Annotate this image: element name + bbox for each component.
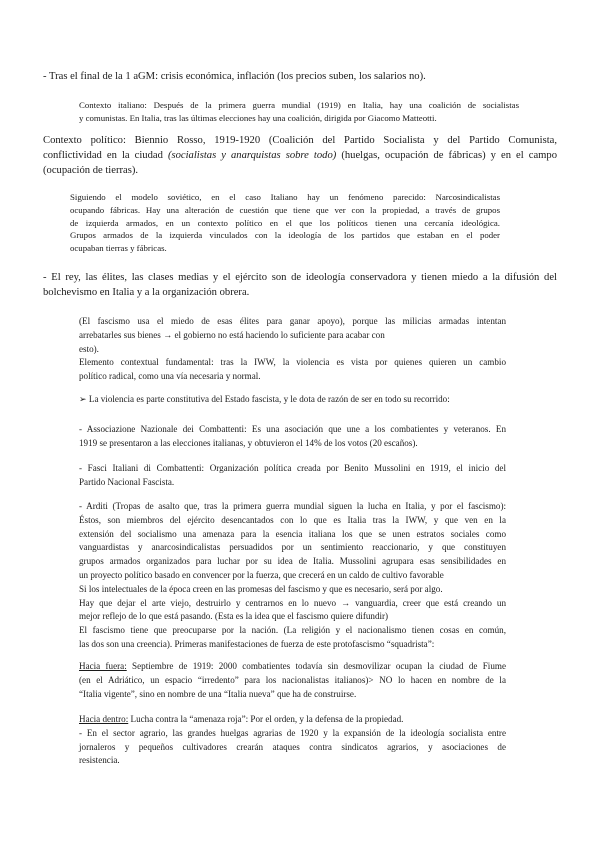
- hacia-dentro-section: Hacia dentro: Lucha contra la “amenaza roja”: Por el orden, y la defensa de la propiedad. - En el sector agrario, las grandes huelgas agrarias de 1920 y la expansión de la ideología socialista entre jornaleros y pequeños cultivadores crearán ataques contra sindicatos agrarios, y asociaciones de resistencia.: [79, 714, 506, 766]
- contexto-politico-paragraph: Contexto político: Biennio Rosso, 1919-1920 (Coalición del Partido Socialista y del Partido Comunista, conflictividad en la ciudad (socialistas y anarquistas sobre todo) (huelgas, ocupación de fábricas) y en el campo (ocupación de tierras).: [43, 135, 557, 176]
- hacia-dentro-heading: Hacia dentro:: [79, 714, 129, 724]
- violencia-bullet: ➢ La violencia es parte constitutiva del Estado fascista, y le dota de razón de ser en todo su recorrido:: [79, 394, 450, 404]
- arditi-section: - Arditi (Tropas de asalto que, tras la primera guerra mundial siguen la lucha en Italia, y por el fascismo): Éstos, son miembros del ejército desencantados con lo que es Italia tras la IWW, y que ven en la extensión del socialismo una amenaza para la esencia italiana los que se unen estratos sociales como vanguardistas y anarcosindicalistas persuadidos por un sentimiento reaccionario, y que constituyen grupos armados organizados para luchar por su idea de Italia. Mussolini agrupara esas sensibilidades en un proyecto político basado en convencer por la fuerza, que crecerá en un caldo de cultivo favorable Si los intelectuales de la época creen en las promesas del fascismo y que es necesario, será por algo. Hay que dejar el arte viejo, destruirlo y centrarnos en lo nuevo → vanguardia, creer que está creando un mejor reflejo de lo que está pasando. (Esta es la idea que el fascismo quiere difundir) El fascismo tiene que preocuparse por la nación. (La religión y el nacionalismo tienen cosas en común, las dos son una creencia). Primeras manifestaciones de fuerza de este protofascismo “squadrista”:: [79, 501, 506, 649]
- note-modelo-sovietico: Siguiendo el modelo soviético, en el caso Italiano hay un fenómeno parecido: Narcosindicalistas ocupando fábricas. Hay una alteración de cuestión que tiene que ver con la propiedad, a través de grupos de izquierda armados, en un contexto político en el que los políticos tienen una cercanía ideológica. Grupos armados de la izquierda vinculados con la ideología de los partidos que estaban en el poder ocupaban tierras y fábricas.: [70, 192, 500, 254]
- hacia-fuera-section: Hacia fuera: Septiembre de 1919: 2000 combatientes todavía sin desmovilizar ocupan la ciudad de Fiume (en el Adriático, un espacio “irredento” para los nacionalistas italianos)> NO lo hacen en nombre de la “Italia vigente”, sino en nombre de una “Italia nueva” que ha de construirse.: [79, 661, 506, 699]
- fasci-italiani: - Fasci Italiani di Combattenti: Organización política creada por Benito Mussolini en 1919, el inicio del Partido Nacional Fascista.: [79, 463, 506, 487]
- hacia-fuera-heading: Hacia fuera:: [79, 661, 127, 671]
- note-contexto-italiano: Contexto italiano: Después de la primera guerra mundial (1919) en Italia, hay una coalición de socialistas y comunistas. En Italia, tras las últimas elecciones hay una coalición, dirigida por Giacomo Matteotti.: [79, 100, 519, 123]
- intro-paragraph: - Tras el final de la 1 aGM: crisis económica, inflación (los precios suben, los salarios no).: [43, 71, 426, 82]
- elites-paragraph: - El rey, las élites, las clases medias y el ejército son de ideología conservadora y tienen miedo a la difusión del bolchevismo en Italia y a la organización obrera.: [43, 272, 557, 298]
- associazione-combattenti: - Associazione Nazionale dei Combattenti: Es una asociación que une a los combatientes y veteranos. En 1919 se presentaron a las elecciones italianas, y obtuvieron el 14% de los votos (20 escaños).: [79, 424, 506, 448]
- fascismo-miedo-section: (El fascismo usa el miedo de esas élites para ganar apoyo), porque las milicias armadas intentan arrebatarles sus bienes → el gobierno no está haciendo lo suficiente para acabar con esto). Elemento contextual fundamental: tras la IWW, la violencia es vista por quienes quieren un cambio político radical, como una vía necesaria y normal.: [79, 316, 506, 382]
